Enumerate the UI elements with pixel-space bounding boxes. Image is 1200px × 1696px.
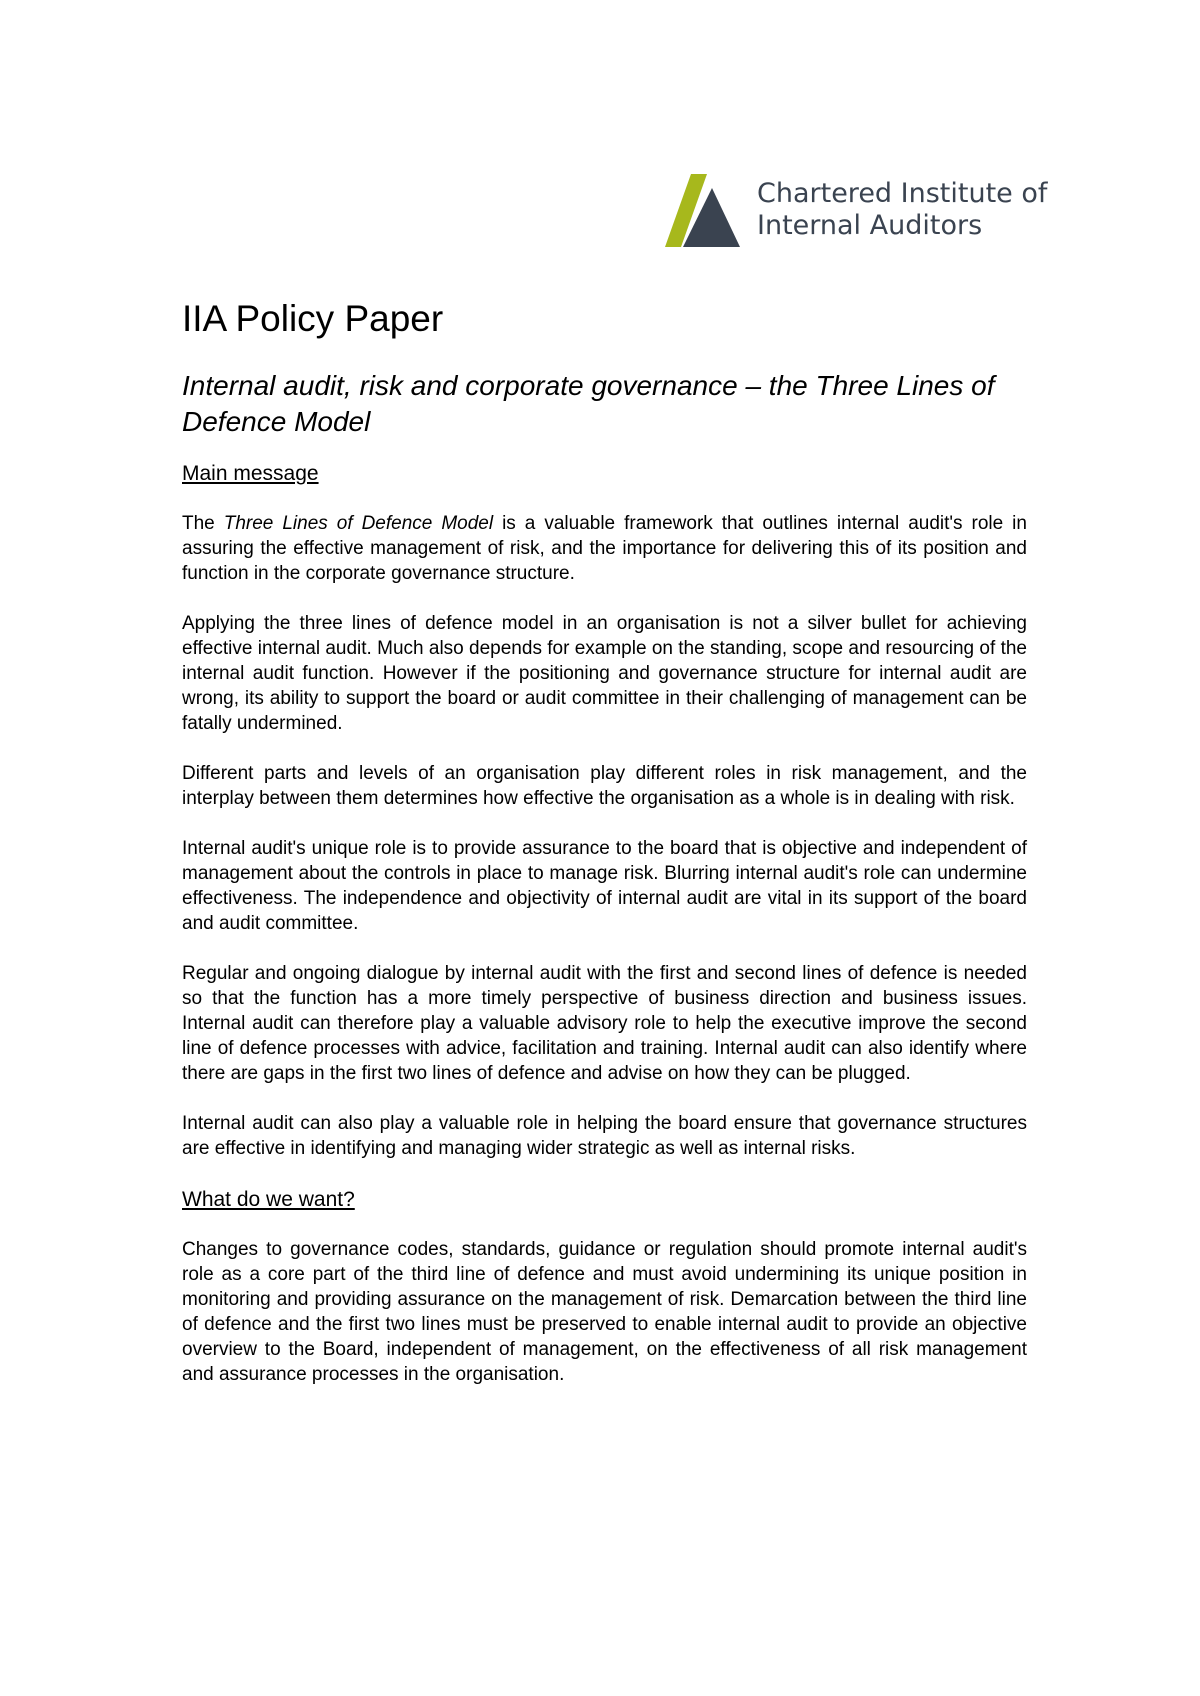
paragraph: Regular and ongoing dialogue by internal audit with the first and second lines of defence is needed so that the function has a more timely perspective of business direction and business issues. Internal audit can therefore play a valuable advisory role to help the executive improve the second line of defence processes with advice, facilitation and training. Internal audit can also identify where there are gaps in the first two lines of defence and advise on how they can be plugged. xyxy=(182,963,1027,1084)
paragraph xyxy=(182,511,1027,586)
paragraph: Different parts and levels of an organisation play different roles in risk management, and the interplay between them determines how effective the organisation as a whole is in dealing with risk. xyxy=(182,763,1027,809)
logo-line-2: Internal Auditors xyxy=(757,210,983,241)
logo-text xyxy=(757,178,1047,242)
paragraph: Internal audit can also play a valuable role in helping the board ensure that governance structures are effective in identifying and managing wider strategic as well as internal risks. xyxy=(182,1113,1027,1159)
paragraph-text: The xyxy=(182,513,224,534)
document-body xyxy=(182,296,1027,1412)
paragraph: Changes to governance codes, standards, guidance or regulation should promote internal audit's role as a core part of the third line of defence and must avoid undermining its unique position in monitoring and providing assurance on the management of risk. Demarcation between the third line of defence and the first two lines must be preserved to enable internal audit to provide an objective overview to the Board, independent of management, on the effectiveness of all risk management and assurance processes in the organisation. xyxy=(182,1239,1027,1385)
logo xyxy=(665,174,1048,248)
section-heading: Main message xyxy=(182,462,319,485)
logo-line-1: Chartered Institute of xyxy=(757,178,1048,209)
paragraph-text: is a valuable framework that outlines internal audit's role in assuring the effective management of risk, and the importance for delivering this of its position and function in the corporate governance structure. xyxy=(182,513,1027,584)
triangle-mark-icon xyxy=(665,174,745,248)
model-name-emphasis: Three Lines of Defence Model xyxy=(223,513,494,534)
paragraph: Applying the three lines of defence model in an organisation is not a silver bullet for achieving effective internal audit. Much also depends for example on the standing, scope and resourcing of the internal audit function. However if the positioning and governance structure for internal audit are wrong, its ability to support the board or audit committee in their challenging of management can be fatally undermined. xyxy=(182,613,1027,734)
section-heading: What do we want? xyxy=(182,1188,355,1211)
document-label: IIA Policy Paper xyxy=(182,298,444,339)
section-main-message xyxy=(182,460,1027,1161)
paragraph: Internal audit's unique role is to provide assurance to the board that is objective and independent of management about the controls in place to manage risk. Blurring internal audit's role can undermine effectiveness. The independence and objectivity of internal audit are vital in its support of the board and audit committee. xyxy=(182,838,1027,934)
section-what-do-we-want xyxy=(182,1186,1027,1387)
document-title: Internal audit, risk and corporate governance – the Three Lines of Defence Model xyxy=(182,370,995,437)
